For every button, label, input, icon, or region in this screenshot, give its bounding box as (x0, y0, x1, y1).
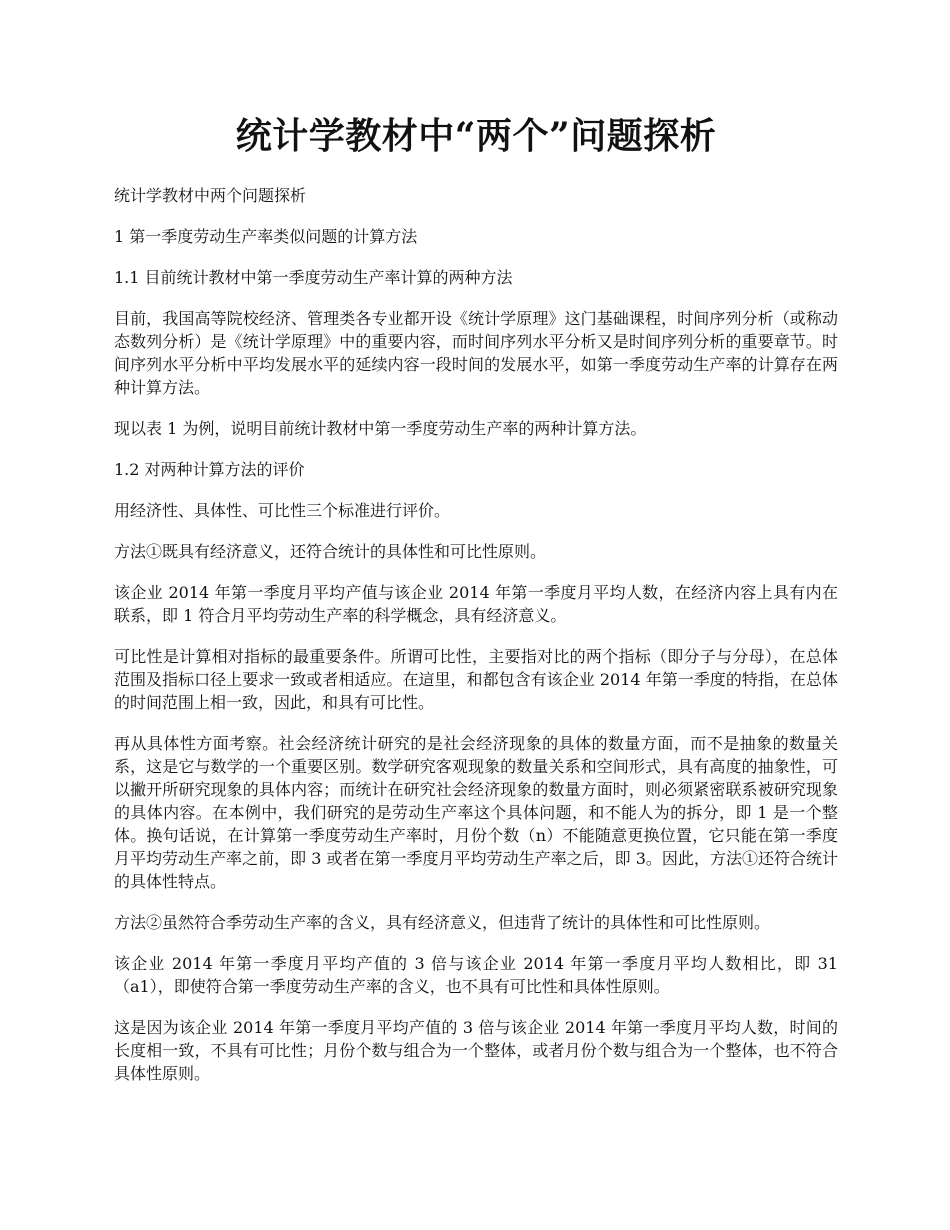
paragraph-method-2-example: 该企业 2014 年第一季度月平均产值的 3 倍与该企业 2014 年第一季度月平均人数相比，即 31（a1），即使符合第一季度劳动生产率的含义，也不具有可比性和具体性原则。 (114, 954, 838, 996)
paragraph-comparability: 可比性是计算相对指标的最重要条件。所谓可比性，主要指对比的两个指标（即分子与分母），在总体范围及指标口径上要求一致或者相适应。在這里，和都包含有该企业 2014 年第一季度的特指，在总体的时间范围上相一致，因此，和具有可比性。 (114, 647, 838, 712)
section-heading-1-2: 1.2 对两种计算方法的评价 (114, 460, 305, 479)
paragraph-intro: 目前，我国高等院校经济、管理类各专业都开设《统计学原理》这门基础课程，时间序列分析（或称动态数列分析）是《统计学原理》中的重要内容，而时间序列水平分析又是时间序列分析的重要章节。时间序列水平分析中平均发展水平的延续内容一段时间的发展水平，如第一季度劳动生产率的计算存在两种计算方法。 (114, 309, 838, 397)
document-title: 统计学教材中“两个”问题探析 (235, 115, 717, 157)
paragraph-criteria: 用经济性、具体性、可比性三个标准进行评价。 (114, 501, 451, 520)
paragraph-table-reference: 现以表 1 为例，说明目前统计教材中第一季度劳动生产率的两种计算方法。 (114, 419, 647, 438)
section-heading-1: 1 第一季度劳动生产率类似问题的计算方法 (114, 227, 418, 246)
paragraph-economic-meaning: 该企业 2014 年第一季度月平均产值与该企业 2014 年第一季度月平均人数，在经济内容上具有内在联系，即 1 符合月平均劳动生产率的科学概念，具有经济意义。 (114, 583, 838, 625)
document-body (114, 184, 838, 1085)
paragraph-method-2: 方法②虽然符合季劳动生产率的含义，具有经济意义，但违背了统计的具体性和可比性原则。 (114, 913, 771, 932)
paragraph-subtitle: 统计学教材中两个问题探析 (114, 186, 307, 205)
paragraph-specificity: 再从具体性方面考察。社会经济统计研究的是社会经济现象的具体的数量方面，而不是抽象的数量关系，这是它与数学的一个重要区别。数学研究客观现象的数量关系和空间形式，具有高度的抽象性，可以撇开所研究现象的具体内容；而统计在研究社会经济现象的数量方面时，则必须紧密联系被研究现象的具体内容。在本例中，我们研究的是劳动生产率这个具体问题，和不能人为的拆分，即 1 是一个整体。换句话说，在计算第一季度劳动生产率时，月份个数（n）不能随意更换位置，它只能在第一季度月平均劳动生产率之前，即 3 或者在第一季度月平均劳动生产率之后，即 3。因此，方法①还符合统计的具体性特点。 (114, 734, 838, 891)
paragraph-method-2-reason: 这是因为该企业 2014 年第一季度月平均产值的 3 倍与该企业 2014 年第一季度月平均人数，时间的长度相一致，不具有可比性；月份个数与组合为一个整体，或者月份个数与组合为一个整体，也不符合具体性原则。 (114, 1018, 838, 1083)
paragraph-method-1: 方法①既具有经济意义，还符合统计的具体性和可比性原则。 (114, 542, 547, 561)
section-heading-1-1: 1.1 目前统计教材中第一季度劳动生产率计算的两种方法 (114, 268, 513, 287)
